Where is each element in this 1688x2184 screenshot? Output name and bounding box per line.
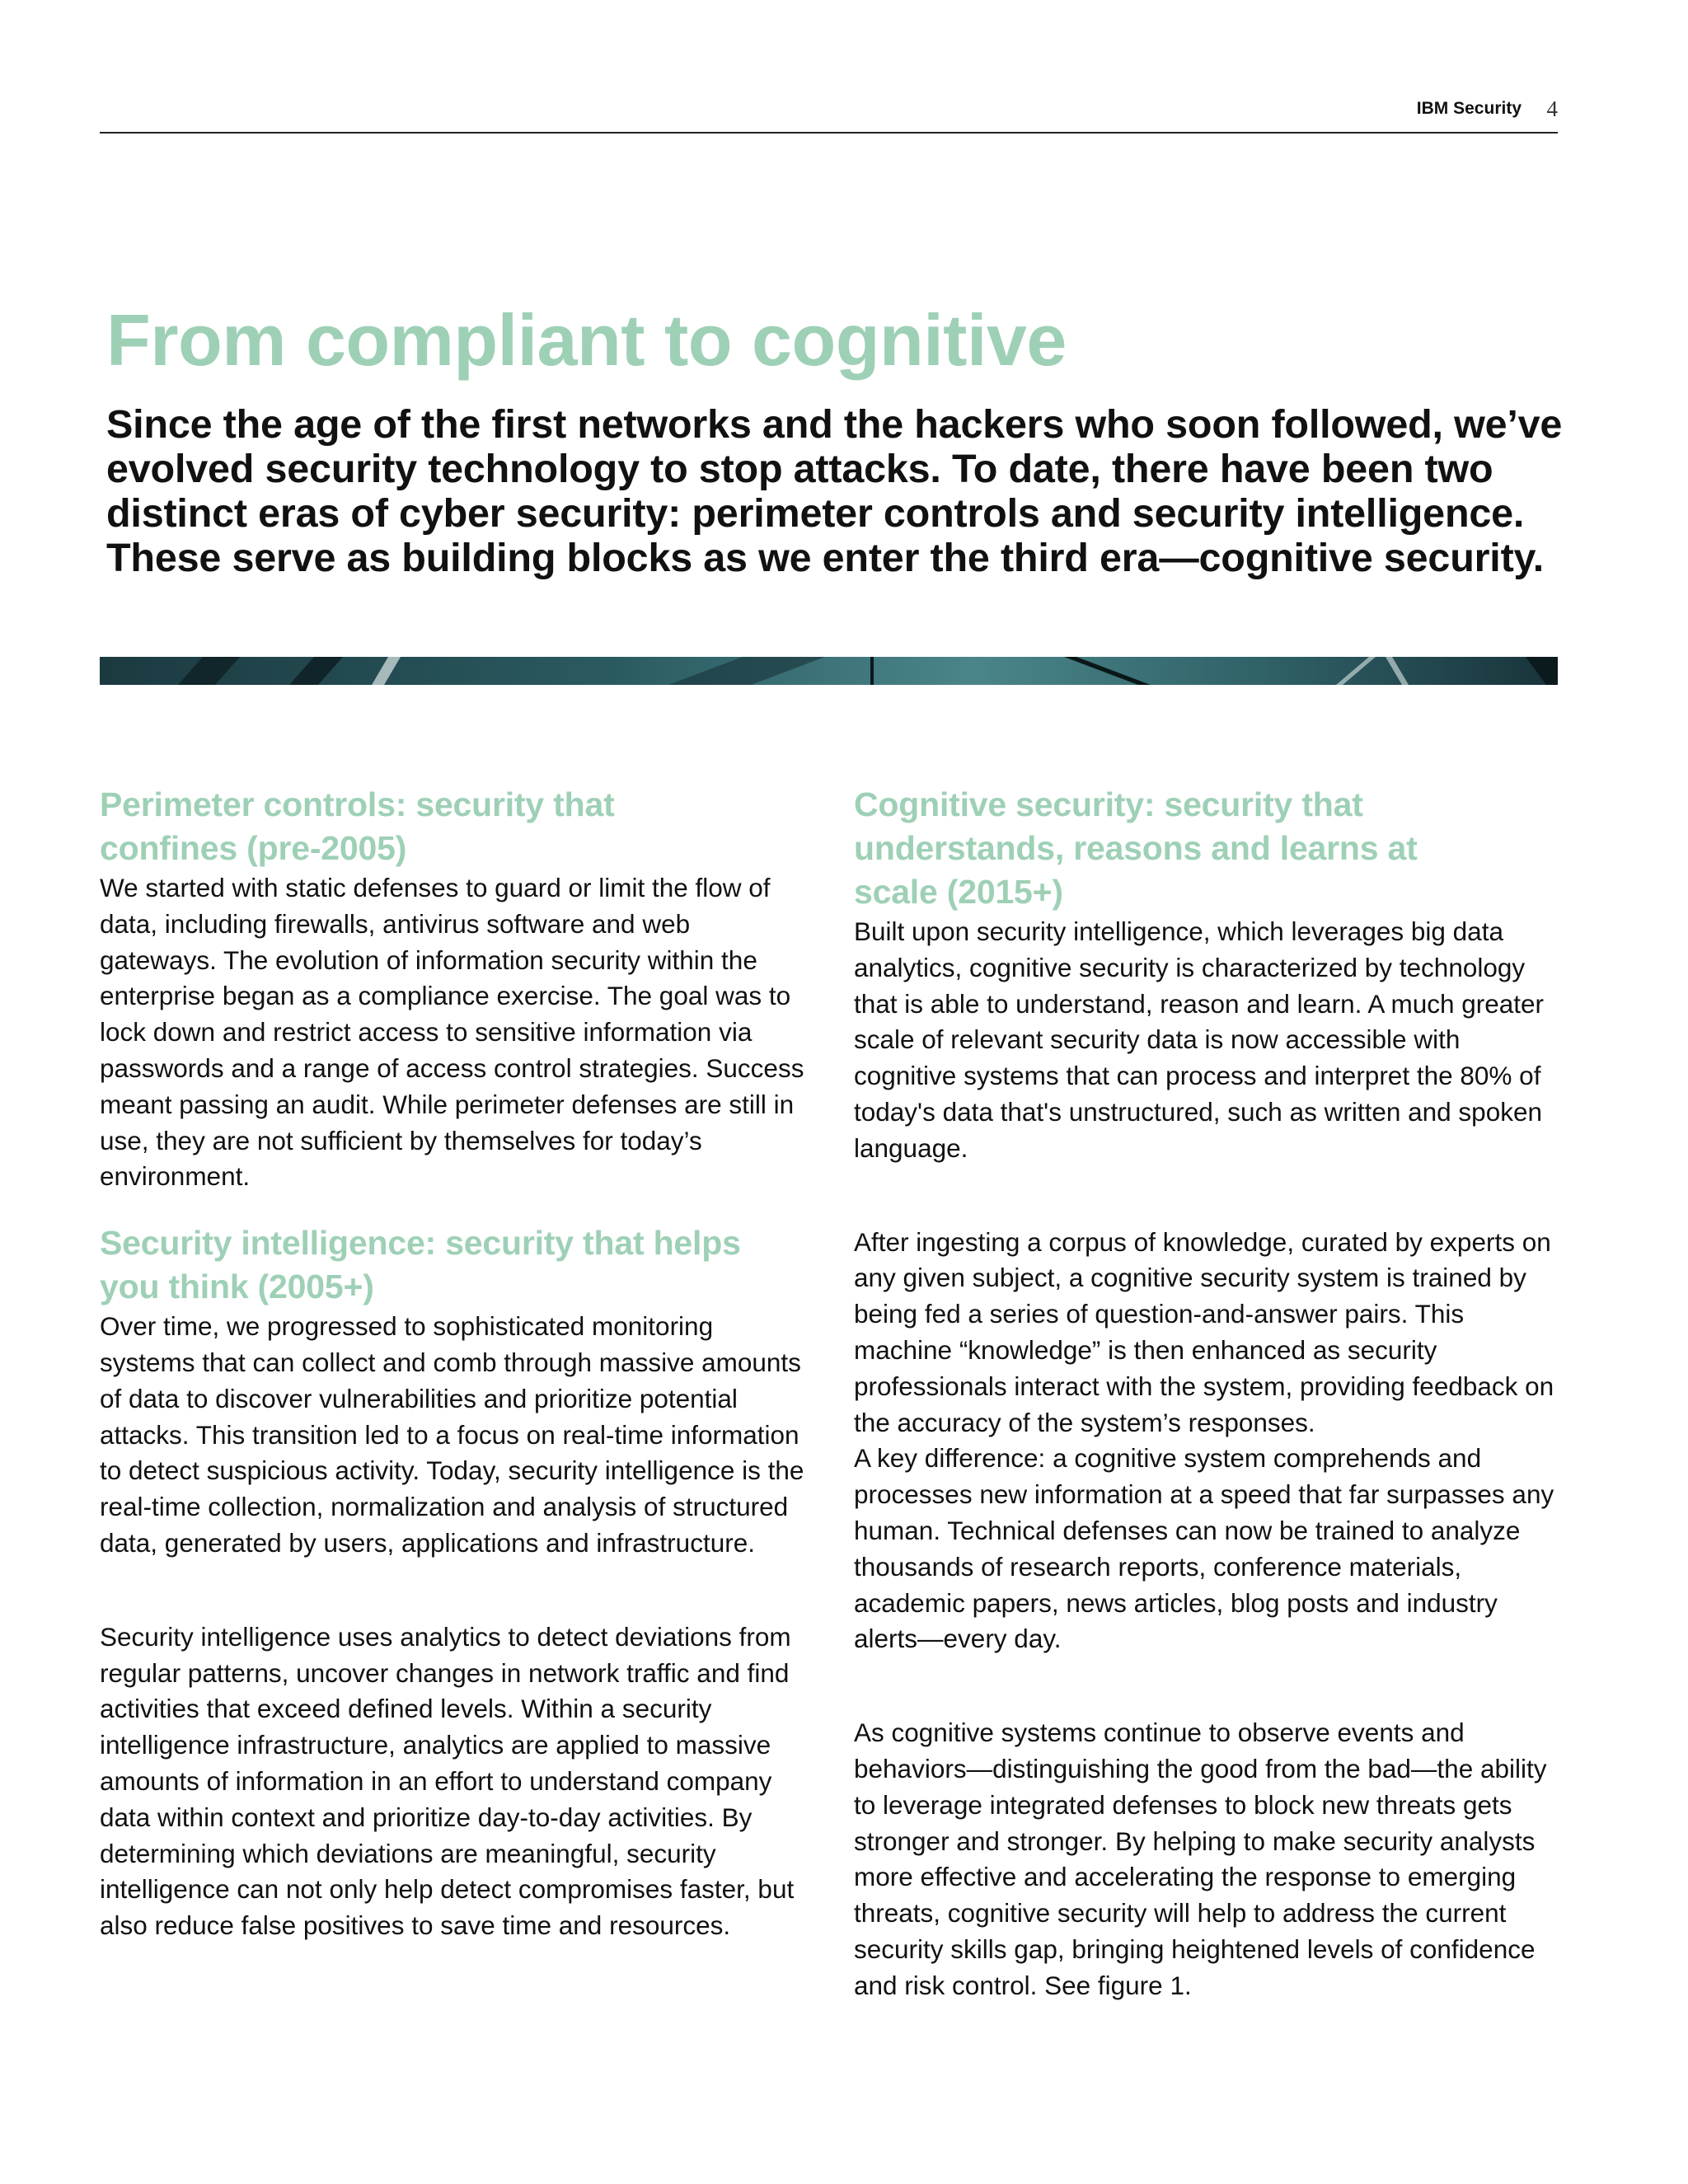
page-header <box>100 91 1558 134</box>
left-column <box>100 783 809 1944</box>
heading-line: scale (2015+) <box>854 873 1063 911</box>
page-number: 4 <box>1546 96 1558 121</box>
intro-paragraph: Since the age of the first networks and the hackers who soon followed, we’ve evolved security technology to stop attacks. To date, there have been two distinct eras of cyber security: perimeter controls and security intelligence. These serve as building blocks as we enter the third era—cognitive security. <box>106 402 1563 580</box>
heading-line: understands, reasons and learns at <box>854 829 1418 867</box>
heading-line: Cognitive security: security that <box>854 785 1363 823</box>
cognitive-paragraph-2a: After ingesting a corpus of knowledge, curated by experts on any given subject, a cognitive security system is trained by being fed a series of question-and-answer pairs. This machine “knowledge” is then enhanced as security professionals interact with the system, providing feedback on the accuracy of the system’s responses. <box>854 1226 1554 1437</box>
page-title: From compliant to cognitive <box>106 299 1067 381</box>
heading-line: Perimeter controls: security that <box>100 785 615 823</box>
heading-line: Security intelligence: security that helps <box>100 1224 741 1263</box>
section-heading-perimeter <box>100 783 809 870</box>
heading-line: you think (2005+) <box>100 1268 374 1306</box>
intelligence-paragraph-2: Security intelligence uses analytics to detect deviations from regular patterns, uncover changes in network traffic and find activities that exceed defined levels. Within a security intelligence infrastructure, analytics are applied to massive amounts of information in an effort to understand company data within context and prioritize day-to-day activities. By determining which deviations are meaningful, security intelligence can not only help detect compromises faster, but also reduce false positives to save time and resources. <box>100 1621 795 1941</box>
cognitive-paragraph-3: As cognitive systems continue to observe events and behaviors—distinguishing the good from the bad—the ability to leverage integrated defenses to block new threats gets stronger and stronger. By helping to make security analysts more effective and accelerating the response to emerging threats, cognitive security will help to address the current security skills gap, bringing heightened levels of confidence and risk control. See figure 1. <box>854 1718 1547 2000</box>
perimeter-paragraph: We started with static defenses to guard or limit the flow of data, including firewalls, antivirus software and web gateways. The evolution of information security within the enterprise began as a compliance exercise. The goal was to lock down and restrict access to sensitive information via passwords and a range of access control strategies. Success meant passing an audit. While perimeter defenses are still in use, they are not sufficient by themselves for today’s environment. <box>100 873 804 1192</box>
cognitive-paragraph-1: Built upon security intelligence, which leverages big data analytics, cognitive security is characterized by technology that is able to understand, reason and learn. A much greater scale of relevant security data is now accessible with cognitive systems that can process and interpret the 80% of today's data that's unstructured, such as written and spoken language. <box>854 916 1545 1163</box>
right-column <box>854 783 1563 2004</box>
section-heading-intelligence <box>100 1221 809 1309</box>
banner-image <box>100 657 1558 685</box>
cognitive-paragraph-2b: A key difference: a cognitive system comprehends and processes new information at a speed that far surpasses any human. Technical defenses can now be trained to analyze thousands of research reports, conference materials, academic papers, news articles, blog posts and industry alerts—every day. <box>854 1443 1554 1654</box>
intelligence-paragraph-1: Over time, we progressed to sophisticated monitoring systems that can collect and comb through massive amounts of data to discover vulnerabilities and prioritize potential attacks. This transition led to a focus on real-time information to detect suspicious activity. Today, security intelligence is the real-time collection, normalization and analysis of structured data, generated by users, applications and infrastructure. <box>100 1311 804 1558</box>
heading-line: confines (pre-2005) <box>100 829 407 867</box>
brand-label: IBM Security <box>1416 99 1522 118</box>
section-heading-cognitive <box>854 783 1563 914</box>
banner-graphic <box>100 657 1558 685</box>
